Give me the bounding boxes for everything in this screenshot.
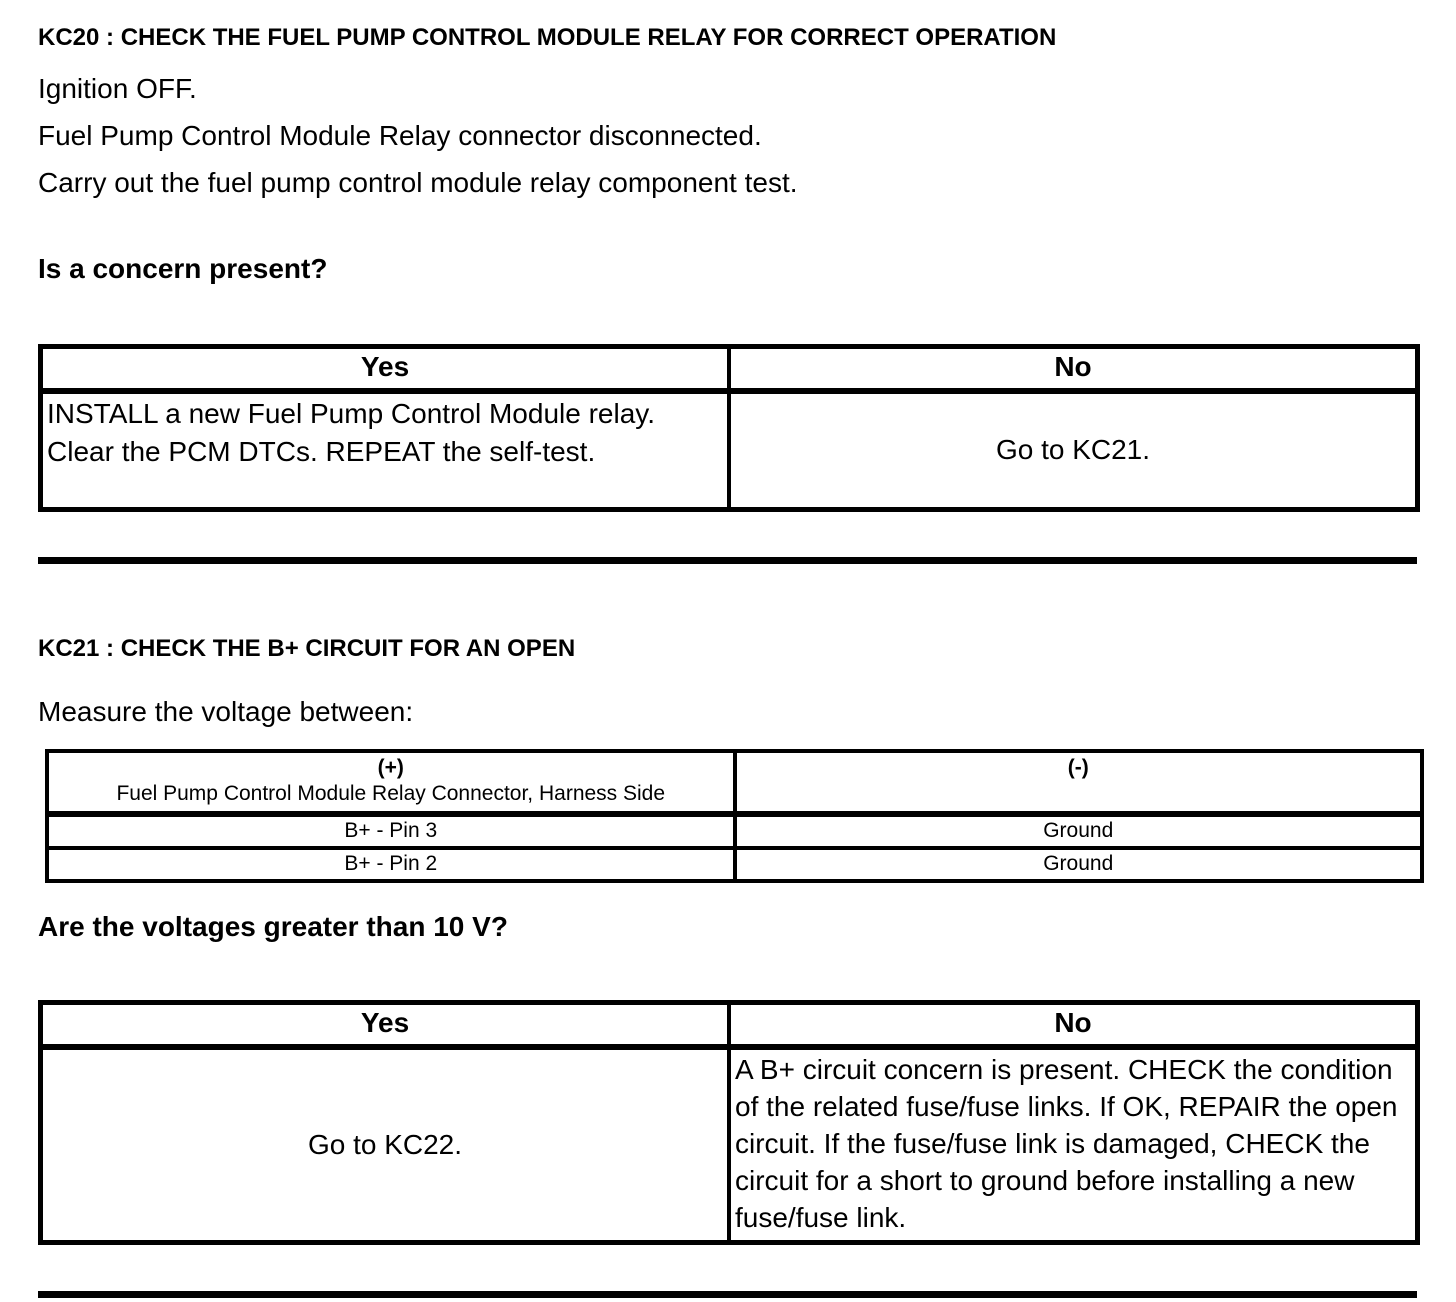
positive-sign: (+) (377, 755, 404, 779)
kc20-heading: KC20 : CHECK THE FUEL PUMP CONTROL MODULE RELAY FOR CORRECT OPERATION (38, 24, 1057, 51)
positive-description: Fuel Pump Control Module Relay Connector, Harness Side (116, 781, 666, 805)
yes-action-line: INSTALL a new Fuel Pump Control Module relay. (47, 398, 655, 429)
section-kc21 (38, 635, 1420, 1245)
step-line: Carry out the fuel pump control module relay component test. (38, 167, 798, 198)
measurement-row (47, 848, 1422, 881)
kc20-decision-table (38, 344, 1420, 512)
positive-pin-cell: B+ - Pin 2 (47, 848, 735, 881)
measure-intro: Measure the voltage between: (38, 695, 414, 727)
yes-action-cell: Go to KC22. (41, 1047, 730, 1243)
negative-pin-cell: Ground (735, 814, 1423, 848)
positive-pin-cell: B+ - Pin 3 (47, 814, 735, 848)
no-column-header: No (729, 1002, 1418, 1047)
section-divider (38, 1291, 1417, 1298)
table-row (41, 1047, 1418, 1243)
kc20-question: Is a concern present? (38, 253, 328, 284)
table-header-row (41, 1002, 1418, 1047)
negative-pin-cell: Ground (735, 848, 1423, 881)
kc21-question: Are the voltages greater than 10 V? (38, 910, 508, 942)
positive-column-header (47, 751, 735, 814)
section-divider (38, 557, 1417, 564)
step-line: Fuel Pump Control Module Relay connector disconnected. (38, 120, 762, 151)
measurement-row (47, 814, 1422, 848)
negative-column-header (735, 751, 1423, 814)
negative-sign: (-) (1067, 755, 1089, 779)
kc20-steps (38, 72, 1420, 200)
no-action-cell: Go to KC21. (729, 391, 1418, 509)
section-kc20 (38, 24, 1420, 512)
table-header-row (41, 347, 1418, 392)
kc21-heading: KC21 : CHECK THE B+ CIRCUIT FOR AN OPEN (38, 634, 576, 662)
no-column-header: No (729, 347, 1418, 392)
kc21-measurement-table (45, 749, 1424, 883)
no-action-cell: A B+ circuit concern is present. CHECK the condition of the related fuse/fuse links. If OK, REPAIR the open circuit. If the fuse/fuse link is damaged, CHECK the circuit for a short to ground before installing a new fuse/fuse link. (729, 1047, 1418, 1243)
step-line: Ignition OFF. (38, 73, 197, 104)
yes-column-header: Yes (41, 1002, 730, 1047)
yes-column-header: Yes (41, 347, 730, 392)
table-header-row (47, 751, 1422, 814)
table-row (41, 391, 1418, 509)
yes-action-line: Clear the PCM DTCs. REPEAT the self-test. (47, 436, 596, 467)
yes-action-cell (41, 391, 730, 509)
kc21-decision-table (38, 1000, 1420, 1245)
